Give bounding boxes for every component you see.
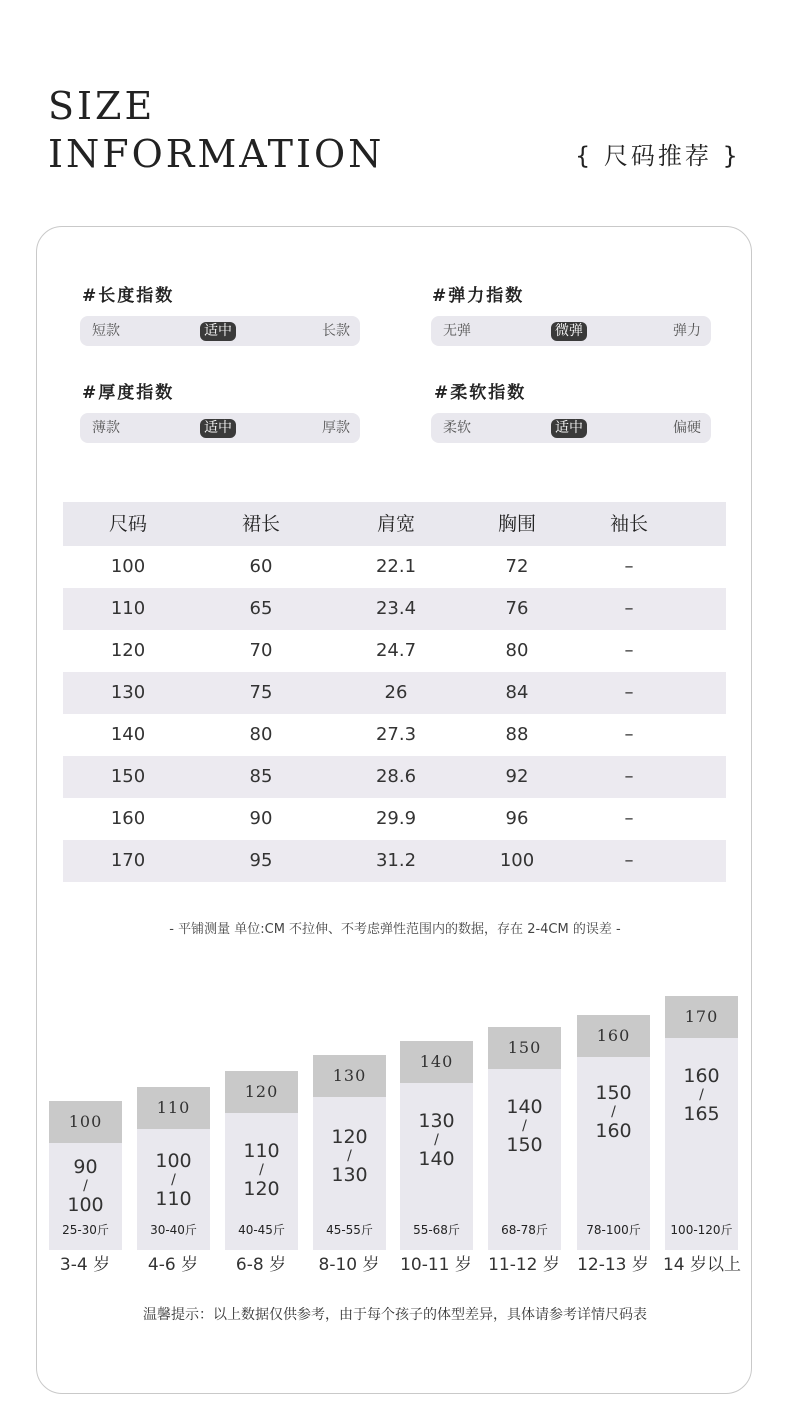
recommended-height-a: 130 [418,1110,455,1132]
recommended-height-b: 130 [331,1164,368,1186]
recommended-height-a: 120 [331,1126,368,1148]
scale-right-label: 偏硬 [673,420,701,436]
scale-right-label: 长款 [322,323,350,339]
table-cell: 88 [505,724,529,745]
recommended-height: 140 / 150 [506,1096,543,1156]
elasticity-index-title: #弹力指数 [432,286,525,306]
table-cell: 120 [110,640,146,661]
bar-body [313,1097,386,1250]
scale-selected-label: 适中 [551,419,587,438]
recommended-height-b: 110 [155,1188,192,1210]
table-cell: 84 [505,682,529,703]
age-label: 4-6 岁 [147,1255,199,1275]
table-cell: 31.2 [375,850,417,871]
table-row [63,756,726,798]
size-label: 130 [313,1055,386,1097]
scale-left-label: 薄款 [92,420,120,436]
table-cell: 150 [110,766,146,787]
table-header-row [63,502,726,546]
size-guide-bar [665,996,738,1237]
size-label: 110 [137,1087,210,1129]
table-cell: 75 [249,682,273,703]
table-row [63,672,726,714]
thickness-index-title: #厚度指数 [82,383,175,403]
size-label: 120 [225,1071,298,1113]
recommended-height-a: 150 [595,1082,632,1104]
age-label: 12-13 岁 [577,1255,649,1275]
table-cell: – [624,766,634,787]
table-cell: – [624,850,634,871]
weight-range: 78-100斤 [586,1223,641,1237]
length-index-scale [80,316,360,346]
table-cell: 140 [110,724,146,745]
table-cell: – [624,640,634,661]
elasticity-index-scale [431,316,711,346]
recommended-height-b: 160 [595,1120,632,1142]
table-cell: 65 [249,598,273,619]
size-guide-bar [225,1071,298,1237]
table-cell: 24.7 [375,640,417,661]
table-row [63,546,726,588]
table-cell: 26 [384,682,408,703]
recommended-height-b: 100 [67,1194,104,1216]
weight-range: 45-55斤 [326,1223,373,1237]
weight-range: 68-78斤 [501,1223,548,1237]
table-cell: 95 [249,850,273,871]
softness-index-scale [431,413,711,443]
size-label: 100 [49,1101,122,1143]
measurement-note: - 平铺测量 单位:CM 不拉伸、不考虑弹性范围内的数据，存在 2-4CM 的误差 - [169,922,621,937]
page-title [48,82,384,178]
size-guide-bar [137,1087,210,1237]
age-label: 8-10 岁 [318,1255,380,1275]
table-cell: 80 [505,640,529,661]
recommended-height-b: 150 [506,1134,543,1156]
size-label: 140 [400,1041,473,1083]
table-cell: 27.3 [375,724,417,745]
header-size: 尺码 [108,513,147,535]
bar-body [49,1143,122,1250]
title-line-2: INFORMATION [48,132,385,176]
bar-body [488,1069,561,1250]
table-cell: 23.4 [375,598,417,619]
table-cell: 22.1 [375,556,417,577]
bar-body [225,1113,298,1250]
table-row [63,714,726,756]
table-cell: 130 [110,682,146,703]
size-guide-bar [577,1015,650,1237]
recommended-height-b: 120 [243,1178,280,1200]
recommended-height: 120 / 130 [331,1126,368,1186]
scale-selected-label: 适中 [200,322,236,341]
scale-selected-label: 适中 [200,419,236,438]
page-subtitle: { 尺码推荐 } [575,142,741,170]
scale-left-label: 无弹 [443,323,471,339]
table-row [63,840,726,882]
table-cell: 160 [110,808,146,829]
weight-range: 100-120斤 [670,1223,733,1237]
age-label: 10-11 岁 [400,1255,472,1275]
table-cell: 96 [505,808,529,829]
recommended-height: 150 / 160 [595,1082,632,1142]
size-guide-bar [488,1027,561,1237]
table-cell: 100 [110,556,146,577]
recommended-height-b: 165 [683,1103,720,1125]
header-skirt-length: 裙长 [241,513,280,535]
table-cell: 110 [110,598,146,619]
size-guide-bar [400,1041,473,1237]
weight-range: 30-40斤 [150,1223,197,1237]
recommended-height: 110 / 120 [243,1140,280,1200]
scale-selected-label: 微弹 [551,322,587,341]
table-cell: – [624,724,634,745]
table-row [63,588,726,630]
age-label: 3-4 岁 [59,1255,111,1275]
size-guide-bar [313,1055,386,1237]
table-cell: 76 [505,598,529,619]
header-bust: 胸围 [497,513,536,535]
size-guide-bar [49,1101,122,1237]
table-row [63,798,726,840]
table-cell: 60 [249,556,273,577]
age-label: 11-12 岁 [488,1255,560,1275]
table-cell: 90 [249,808,273,829]
table-row [63,630,726,672]
bar-body [400,1083,473,1250]
recommended-height: 130 / 140 [418,1110,455,1170]
recommended-height: 100 / 110 [155,1150,192,1210]
table-cell: 72 [505,556,529,577]
size-label: 170 [665,996,738,1038]
header-sleeve: 袖长 [609,513,648,535]
table-cell: 100 [499,850,535,871]
recommended-height-a: 140 [506,1096,543,1118]
recommended-height-a: 100 [155,1150,192,1172]
recommended-height: 90 / 100 [67,1156,104,1216]
scale-left-label: 柔软 [443,420,471,436]
scale-right-label: 弹力 [673,323,701,339]
title-line-1: SIZE [48,84,156,128]
bar-body [137,1129,210,1250]
age-label: 6-8 岁 [235,1255,287,1275]
weight-range: 55-68斤 [413,1223,460,1237]
recommended-height-a: 110 [243,1140,280,1162]
table-cell: 70 [249,640,273,661]
table-cell: – [624,808,634,829]
recommended-height: 160 / 165 [683,1065,720,1125]
table-cell: 29.9 [375,808,417,829]
recommended-height-a: 160 [683,1065,720,1087]
table-cell: 80 [249,724,273,745]
recommended-height-b: 140 [418,1148,455,1170]
bar-body [665,1038,738,1250]
table-cell: 92 [505,766,529,787]
scale-right-label: 厚款 [322,420,350,436]
table-cell: 170 [110,850,146,871]
thickness-index-scale [80,413,360,443]
table-cell: – [624,682,634,703]
table-cell: 85 [249,766,273,787]
bar-body [577,1057,650,1250]
weight-range: 40-45斤 [238,1223,285,1237]
length-index-title: #长度指数 [82,286,175,306]
table-cell: – [624,556,634,577]
size-label: 150 [488,1027,561,1069]
age-label: 14 岁以上 [662,1255,742,1275]
softness-index-title: #柔软指数 [434,383,527,403]
size-label: 160 [577,1015,650,1057]
recommended-height-a: 90 [73,1156,98,1178]
weight-range: 25-30斤 [62,1223,109,1237]
table-cell: – [624,598,634,619]
scale-left-label: 短款 [92,323,120,339]
size-table [63,502,726,882]
header-shoulder: 肩宽 [376,513,415,535]
footer-tip: 温馨提示：以上数据仅供参考，由于每个孩子的体型差异，具体请参考详情尺码表 [143,1307,647,1323]
table-cell: 28.6 [375,766,417,787]
